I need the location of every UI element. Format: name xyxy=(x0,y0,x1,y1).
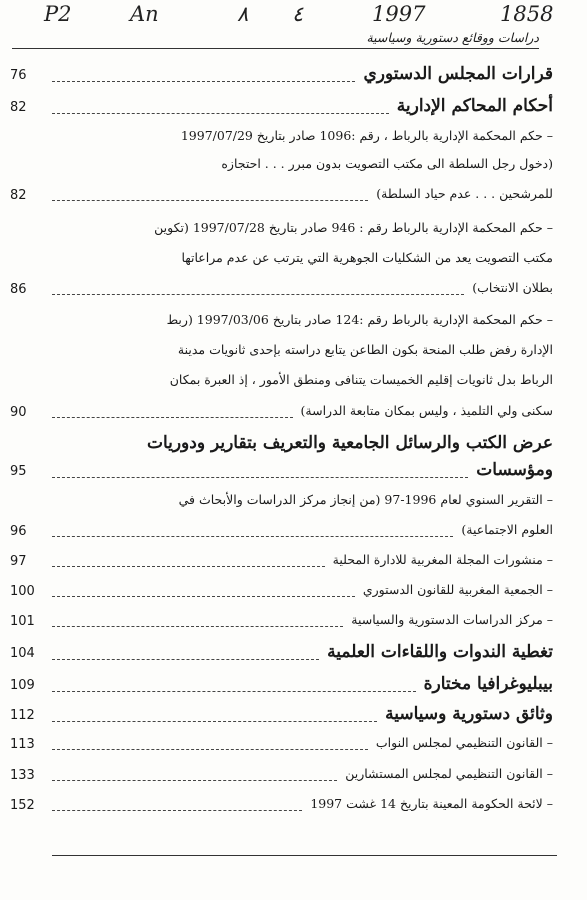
leader-line xyxy=(52,417,293,418)
entry-text: الإدارة رفض طلب المنحة بكون الطاعن يتابع دراسته بإحدى ثانويات مدينة xyxy=(177,342,553,357)
entry-text: مكتب التصويت يعد من الشكليات الجوهرية التي يترتب عن عدم مراعاتها xyxy=(181,250,553,265)
entry-text: سكنى ولي التلميذ ، وليس بمكان متابعة الدراسة) xyxy=(300,403,553,418)
page-number: 76 xyxy=(10,68,27,83)
leader-line xyxy=(52,566,325,567)
leader-line xyxy=(52,780,337,781)
entry-text: – حكم المحكمة الإدارية بالرباط ، رقم :1096 صادر بتاريخ 1997/07/29 xyxy=(180,128,553,143)
footer-rule xyxy=(52,855,557,856)
leader-line xyxy=(52,691,416,692)
handwritten-code: P2 xyxy=(44,2,72,26)
page-number: 112 xyxy=(10,708,35,723)
page-number: 97 xyxy=(10,554,27,569)
handwritten-code: An xyxy=(130,2,159,26)
entry-text: – لائحة الحكومة المعينة بتاريخ 14 غشت 1997 xyxy=(310,796,553,811)
handwritten-mark: ٨ xyxy=(237,2,249,26)
entry-text: – الجمعية المغربية للقانون الدستوري xyxy=(362,582,553,597)
page-number: 95 xyxy=(10,464,27,479)
page-number: 113 xyxy=(10,737,35,752)
section-heading: ومؤسسات xyxy=(476,460,553,480)
section-heading: بيبليوغرافيا مختارة xyxy=(423,674,553,694)
leader-line xyxy=(52,294,464,295)
entry-text: العلوم الاجتماعية) xyxy=(461,522,553,537)
page-number: 96 xyxy=(10,524,27,539)
entry-text: – القانون التنظيمي لمجلس المستشارين xyxy=(345,766,553,781)
handwritten-mark: ٤ xyxy=(292,2,304,26)
section-heading: أحكام المحاكم الإدارية xyxy=(396,96,553,116)
leader-line xyxy=(52,721,377,722)
section-heading: قرارات المجلس الدستوري xyxy=(363,64,553,84)
entry-text: – التقرير السنوي لعام 1996-97 (من إنجاز مركز الدراسات والأبحاث في xyxy=(178,492,553,507)
page-number: 109 xyxy=(10,678,35,693)
entry-text: بطلان الانتخاب) xyxy=(472,280,553,295)
page-number: 82 xyxy=(10,100,27,115)
page-number: 101 xyxy=(10,614,35,629)
entry-text: للمرشحين . . . عدم حياد السلطة) xyxy=(376,186,553,201)
page-number: 90 xyxy=(10,405,27,420)
entry-text: الرباط بدل ثانويات إقليم الخميسات يتنافى ومنطق الأمور ، إذ العبرة بمكان xyxy=(169,372,553,387)
page-number: 82 xyxy=(10,188,27,203)
entry-text: – القانون التنظيمي لمجلس النواب xyxy=(375,735,553,750)
section-heading: تغطية الندوات واللقاءات العلمية xyxy=(327,642,553,662)
page-number: 104 xyxy=(10,646,35,661)
leader-line xyxy=(52,749,368,750)
entry-text: – مركز الدراسات الدستورية والسياسية xyxy=(351,612,553,627)
leader-line xyxy=(52,200,368,201)
entry-text: – حكم المحكمة الإدارية بالرباط رقم :124 صادر بتاريخ 1997/03/06 (ربط xyxy=(166,312,553,327)
entry-text: – حكم المحكمة الإدارية بالرباط رقم : 946 صادر بتاريخ 1997/07/28 (تكوين xyxy=(154,220,553,235)
section-heading: عرض الكتب والرسائل الجامعية والتعريف بتقارير ودوريات xyxy=(146,433,553,453)
running-header: دراسات ووقائع دستورية وسياسية xyxy=(366,30,539,45)
leader-line xyxy=(52,626,343,627)
handwritten-number: 1858 xyxy=(500,2,554,26)
handwritten-year: 1997 xyxy=(372,2,426,26)
leader-line xyxy=(52,81,355,82)
entry-text: (دخول رجل السلطة الى مكتب التصويت بدون مبرر . . . احتجازه xyxy=(221,156,553,171)
leader-line xyxy=(52,596,355,597)
leader-line xyxy=(52,659,319,660)
leader-line xyxy=(52,477,468,478)
page-number: 100 xyxy=(10,584,35,599)
leader-line xyxy=(52,810,302,811)
page-number: 152 xyxy=(10,798,35,813)
leader-line xyxy=(52,536,453,537)
page-number: 86 xyxy=(10,282,27,297)
section-heading: وثائق دستورية وسياسية xyxy=(385,704,553,724)
leader-line xyxy=(52,113,389,114)
page-number: 133 xyxy=(10,768,35,783)
entry-text: – منشورات المجلة المغربية للادارة المحلية xyxy=(332,552,553,567)
